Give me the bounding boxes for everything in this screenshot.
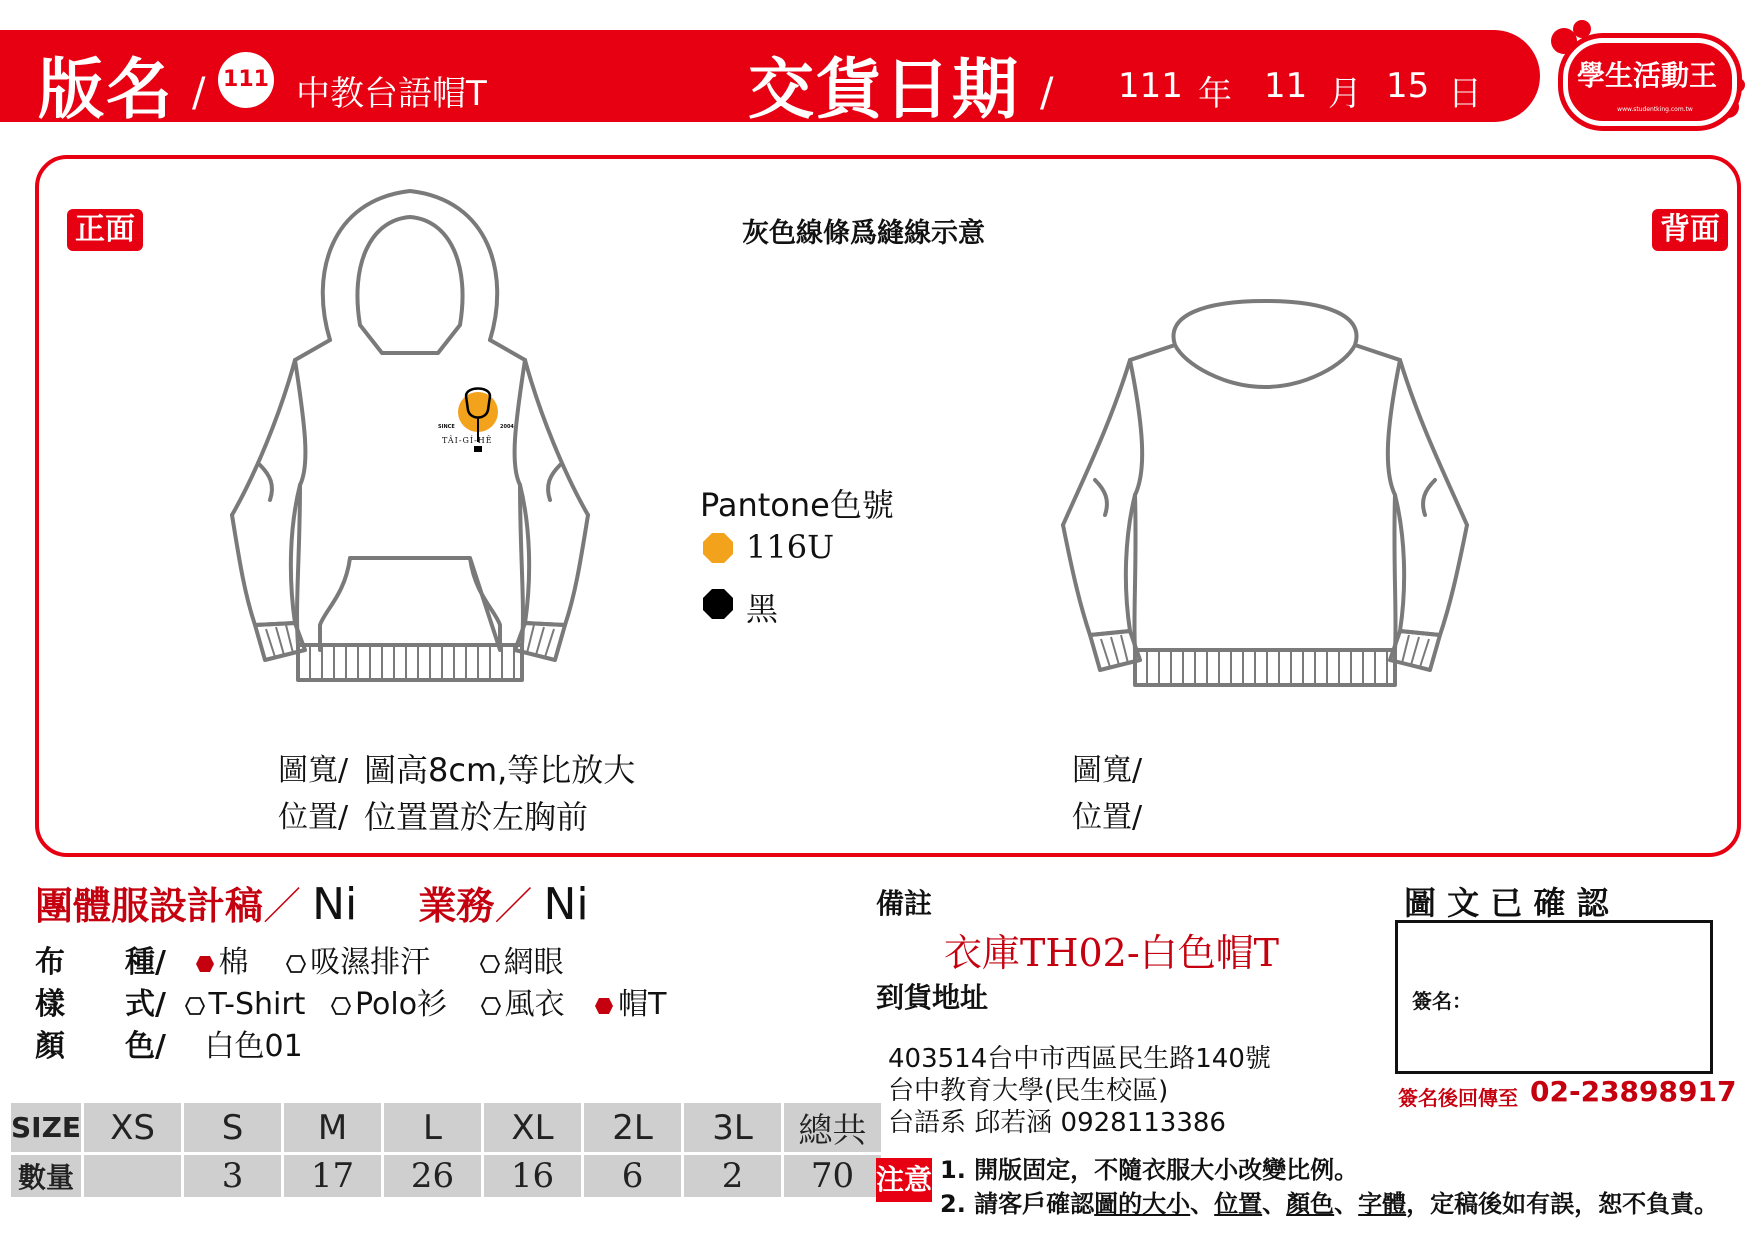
seam-note: 灰色線條爲縫線示意	[742, 218, 985, 249]
date-year: 111	[1118, 66, 1183, 106]
address-line-3: 台語系 邱若涵 0928113386	[888, 1108, 1226, 1138]
size-header-row	[10, 1102, 883, 1154]
front-hoodie-illustration	[220, 185, 640, 695]
front-size-label: 圖寬/	[278, 753, 349, 788]
style-option-hoodie[interactable]: 帽T	[584, 987, 666, 1022]
hexagon-icon	[481, 997, 501, 1015]
pantone-title: Pantone色號	[700, 486, 894, 524]
quantity-total-cell[interactable]: 70	[783, 1154, 883, 1199]
fabric-option-dryfit[interactable]: 吸濕排汗	[276, 945, 430, 980]
address-line-2: 台中教育大學(民生校區)	[888, 1076, 1169, 1106]
hexagon-icon	[185, 997, 205, 1015]
swatch-orange-icon	[702, 532, 734, 564]
swatch-label-2: 黑	[746, 590, 779, 628]
slash: /	[192, 70, 206, 116]
date-year-unit: 年	[1198, 74, 1232, 114]
notice-badge: 注意	[876, 1158, 932, 1202]
fax-number: 02-23898917	[1530, 1075, 1737, 1108]
front-tag: 正面	[67, 209, 143, 251]
size-header-cell: 總共	[783, 1102, 883, 1154]
color-label: 顏 色/	[35, 1029, 166, 1064]
quantity-row	[10, 1154, 883, 1199]
front-size-value: 圖高8cm,等比放大	[364, 751, 636, 789]
logo-text: 學生活動王	[1576, 59, 1717, 92]
style-option-windbreaker[interactable]: 風衣	[471, 987, 565, 1022]
back-pos-label: 位置/	[1072, 800, 1143, 835]
year-badge: 111	[218, 52, 274, 108]
hexagon-icon	[480, 955, 500, 973]
back-size-label: 圖寬/	[1072, 753, 1143, 788]
hexagon-icon	[286, 955, 306, 973]
size-header-cell: XS	[83, 1102, 183, 1154]
size-header-cell: S	[183, 1102, 283, 1154]
fax-label: 簽名後回傳至	[1398, 1086, 1518, 1110]
designer-row: 團體服設計稿／ Ni 業務／ Ni	[35, 879, 589, 930]
back-hoodie-illustration	[1055, 295, 1475, 695]
notice-line-1: 1. 開版固定，不隨衣服大小改變比例。	[940, 1156, 1359, 1184]
style-option-tshirt[interactable]: T-Shirt	[185, 987, 306, 1022]
company-logo	[1545, 20, 1745, 130]
signature-box[interactable]	[1395, 920, 1713, 1074]
designer-value: Ni	[312, 879, 358, 930]
address-title: 到貨地址	[876, 981, 989, 1014]
color-value: 白色01	[204, 1029, 303, 1064]
fabric-label: 布 種/	[35, 945, 166, 980]
date-day: 15	[1386, 66, 1430, 106]
label-name: 版名	[38, 51, 174, 128]
size-header-cell: 3L	[683, 1102, 783, 1154]
design-name: 中教台語帽T	[296, 74, 487, 114]
swatch-black-icon	[702, 588, 734, 620]
quantity-cell[interactable]: 17	[283, 1154, 383, 1199]
quantity-cell[interactable]: 2	[683, 1154, 783, 1199]
notice-line-2: 2. 請客戶確認圖的大小、位置、顏色、字體，定稿後如有誤，恕不負責。	[940, 1190, 1719, 1218]
design-title: 團體服設計稿	[35, 884, 264, 928]
style-option-polo[interactable]: Polo衫	[321, 987, 447, 1022]
hexagon-selected-icon	[594, 997, 614, 1015]
hexagon-selected-icon	[195, 955, 215, 973]
size-header-cell: SIZE	[10, 1102, 83, 1154]
quantity-cell[interactable]: 16	[483, 1154, 583, 1199]
remarks-value: 衣庫TH02-白色帽T	[944, 931, 1280, 975]
style-row	[35, 979, 666, 1023]
quantity-cell[interactable]: 6	[583, 1154, 683, 1199]
size-header-cell: M	[283, 1102, 383, 1154]
front-pos-value: 位置置於左胸前	[364, 798, 589, 836]
sales-value: Ni	[543, 879, 589, 930]
quantity-cell[interactable]: 26	[383, 1154, 483, 1199]
date-month-unit: 月	[1328, 74, 1362, 114]
label-delivery-date: 交貨日期	[748, 51, 1020, 128]
date-day-unit: 日	[1448, 74, 1482, 114]
front-pos-label: 位置/	[278, 800, 349, 835]
confirm-title: 圖 文 已 確 認	[1404, 884, 1609, 922]
logo-url: www.studentking.com.tw	[1617, 106, 1693, 113]
size-header-cell: L	[383, 1102, 483, 1154]
quantity-label: 數量	[10, 1154, 83, 1199]
remarks-title: 備註	[876, 887, 933, 920]
size-quantity-table	[8, 1100, 884, 1200]
fabric-option-cotton[interactable]: 棉	[185, 945, 249, 980]
sign-label: 簽名：	[1412, 989, 1472, 1013]
fabric-row	[35, 937, 564, 981]
slash: /	[1040, 70, 1054, 116]
chest-logo-artwork: SINCE 2004 TÂI-GÍ-HÊ	[438, 380, 518, 470]
swatch-label-1: 116U	[746, 528, 835, 566]
fabric-option-mesh[interactable]: 網眼	[470, 945, 564, 980]
style-label: 樣 式/	[35, 987, 166, 1022]
quantity-cell[interactable]	[83, 1154, 183, 1199]
date-month: 11	[1264, 66, 1308, 106]
size-header-cell: XL	[483, 1102, 583, 1154]
address-line-1: 403514台中市西區民生路140號	[888, 1044, 1271, 1074]
hexagon-icon	[331, 997, 351, 1015]
header-bar	[0, 30, 1540, 128]
quantity-cell[interactable]: 3	[183, 1154, 283, 1199]
size-header-cell: 2L	[583, 1102, 683, 1154]
sales-title: 業務	[418, 884, 495, 928]
back-tag: 背面	[1652, 209, 1728, 251]
color-row	[35, 1021, 303, 1065]
